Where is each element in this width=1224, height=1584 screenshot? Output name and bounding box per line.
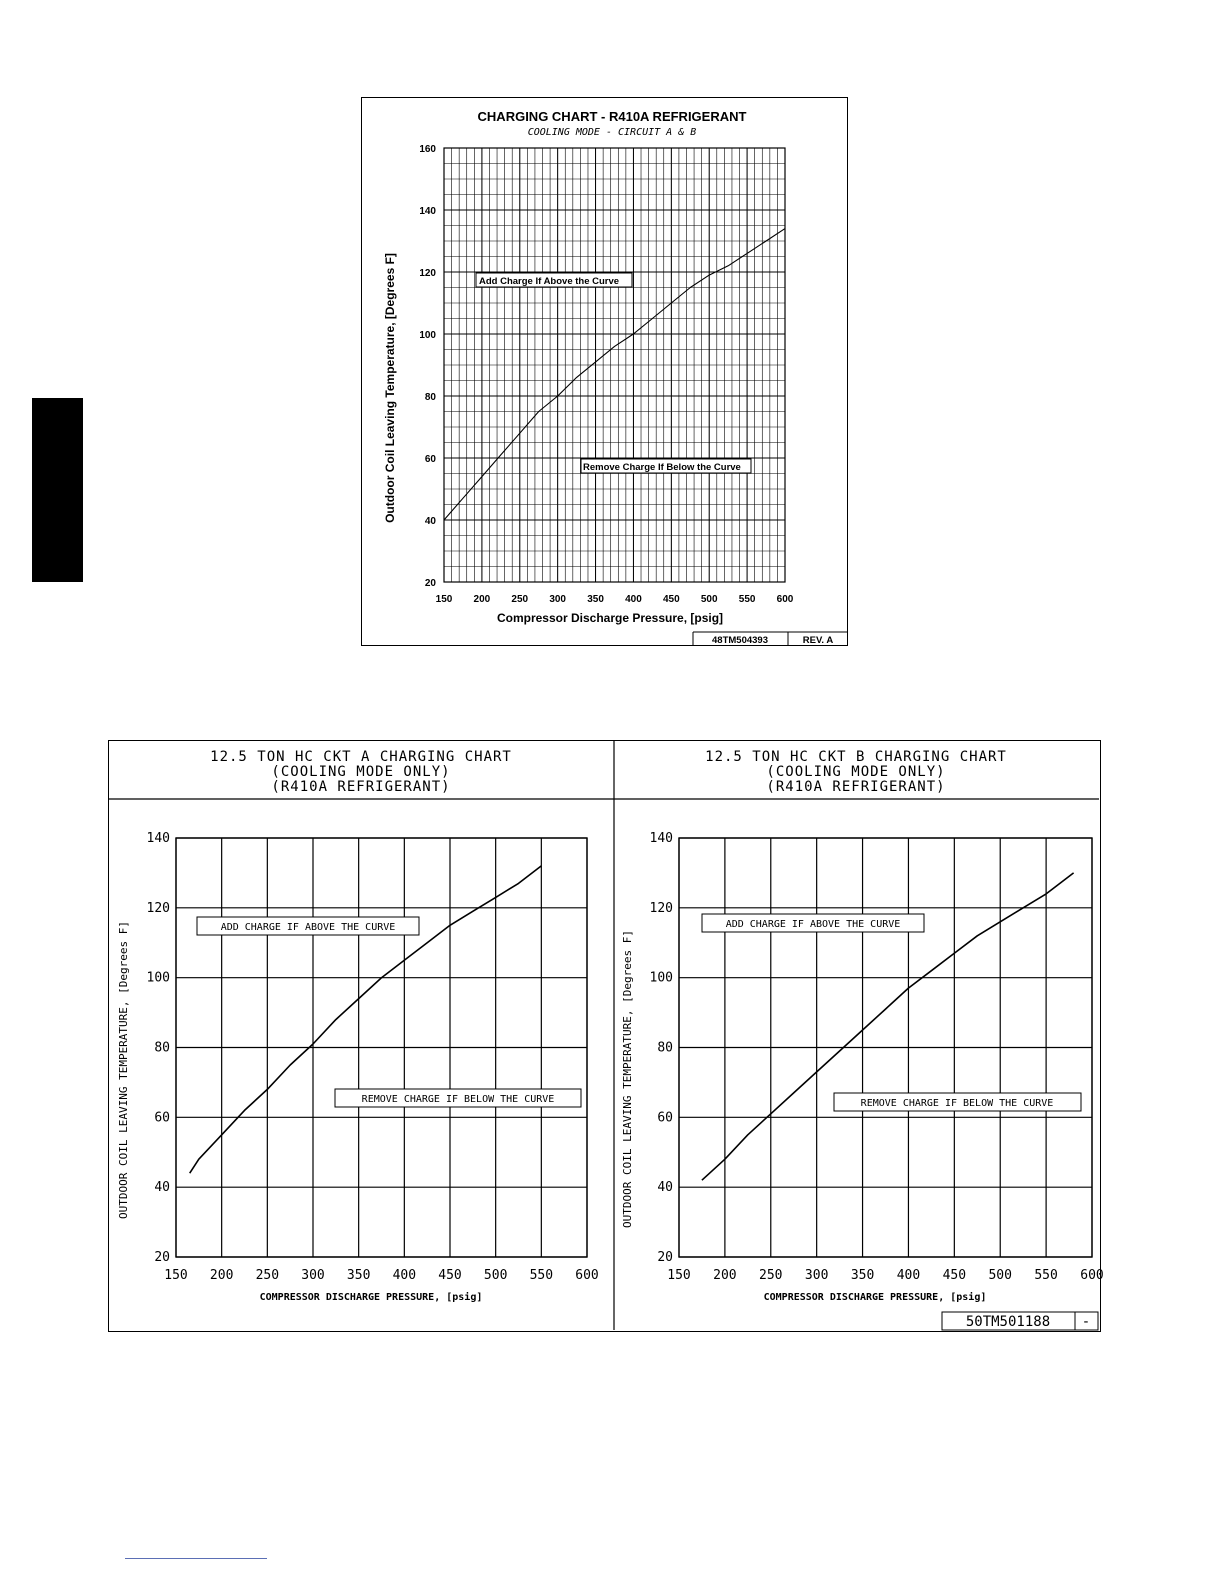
y-tick-label: 120 — [649, 900, 673, 916]
y-tick-label: 160 — [419, 144, 436, 155]
panel-b-y-label: OUTDOOR COIL LEAVING TEMPERATURE, [Degrees F] — [621, 929, 634, 1229]
svg-text:REMOVE CHARGE IF BELOW THE CUR: REMOVE CHARGE IF BELOW THE CURVE — [361, 1094, 555, 1105]
chart-title: CHARGING CHART - R410A REFRIGERANT — [477, 109, 747, 124]
panel-svg — [109, 741, 1104, 1330]
panel-a-subtitle: (COOLING MODE ONLY) — [271, 764, 451, 780]
y-tick-label: 100 — [146, 970, 170, 986]
chart-subtitle: COOLING MODE - CIRCUIT A & B — [527, 127, 697, 138]
x-tick-label: 400 — [392, 1268, 417, 1283]
y-tick-label: 40 — [154, 1180, 170, 1196]
revision: REV. A — [802, 635, 834, 646]
svg-text:ADD CHARGE IF ABOVE THE CURVE: ADD CHARGE IF ABOVE THE CURVE — [725, 919, 901, 930]
panel-b-tick-labels — [650, 831, 1104, 1283]
panel-a-series — [190, 866, 542, 1173]
x-tick-label: 250 — [255, 1268, 280, 1283]
x-tick-label: 500 — [483, 1268, 508, 1283]
x-tick-label: 350 — [850, 1268, 875, 1283]
panel-b-subtitle: (COOLING MODE ONLY) — [766, 764, 946, 780]
chart-tick-labels — [419, 144, 793, 605]
panel-a-y-label: OUTDOOR COIL LEAVING TEMPERATURE, [Degrees F] — [117, 920, 130, 1220]
svg-text:Add Charge If Above the Curve: Add Charge If Above the Curve — [479, 276, 620, 287]
x-tick-label: 500 — [700, 594, 718, 605]
x-tick-label: 550 — [529, 1268, 554, 1283]
panel-b-x-label: COMPRESSOR DISCHARGE PRESSURE, [psig] — [763, 1292, 987, 1303]
x-tick-label: 300 — [804, 1268, 829, 1283]
y-tick-label: 100 — [649, 970, 673, 986]
chart-grid — [444, 148, 785, 582]
y-tick-label: 20 — [657, 1250, 673, 1265]
x-axis-label: Compressor Discharge Pressure, [psig] — [496, 611, 724, 625]
svg-text:REMOVE CHARGE IF BELOW THE CUR: REMOVE CHARGE IF BELOW THE CURVE — [860, 1098, 1054, 1109]
x-tick-label: 550 — [1034, 1268, 1058, 1283]
panel-a-grid — [176, 838, 587, 1257]
x-tick-label: 450 — [438, 1268, 462, 1283]
x-tick-label: 300 — [301, 1268, 325, 1283]
drawing-number: 48TM504393 — [712, 635, 768, 646]
y-tick-label: 60 — [424, 454, 436, 465]
panel-b-annotation-remove — [834, 1093, 1081, 1111]
series-line — [190, 866, 542, 1173]
x-tick-label: 600 — [776, 594, 794, 605]
panel-drawing-number: 50TM501188 — [965, 1314, 1051, 1330]
x-tick-label: 150 — [435, 594, 453, 605]
drawing-number-block — [693, 632, 848, 646]
panel-b-grid — [679, 838, 1092, 1257]
ckt-charging-charts-panel — [108, 740, 1104, 1332]
x-tick-label: 300 — [549, 594, 567, 605]
x-tick-label: 250 — [759, 1268, 783, 1283]
x-tick-label: 150 — [164, 1268, 188, 1283]
x-tick-label: 600 — [1080, 1268, 1104, 1283]
x-tick-label: 500 — [988, 1268, 1012, 1283]
x-tick-label: 450 — [662, 594, 680, 605]
x-tick-label: 350 — [346, 1268, 371, 1283]
panel-b-annotation-add — [702, 914, 924, 932]
y-tick-label: 140 — [649, 831, 673, 846]
panel-a-annotation-add — [197, 917, 419, 935]
x-tick-label: 400 — [625, 594, 642, 605]
panel-revision: - — [1081, 1314, 1091, 1330]
x-tick-label: 600 — [575, 1268, 599, 1283]
y-tick-label: 20 — [154, 1250, 170, 1265]
x-tick-label: 350 — [587, 594, 604, 605]
annotation-add-charge — [476, 273, 632, 287]
x-tick-label: 200 — [473, 594, 491, 605]
y-tick-label: 100 — [419, 330, 436, 341]
panel-b-title: 12.5 TON HC CKT B CHARGING CHART — [705, 749, 1007, 765]
panel-b-refrigerant: (R410A REFRIGERANT) — [766, 779, 946, 795]
charging-chart-r410a — [361, 97, 848, 646]
panel-drawing-block — [942, 1312, 1098, 1330]
y-tick-label: 60 — [154, 1110, 170, 1126]
y-tick-label: 80 — [657, 1040, 673, 1056]
x-tick-label: 200 — [713, 1268, 737, 1283]
x-tick-label: 150 — [667, 1268, 691, 1283]
y-tick-label: 60 — [657, 1110, 673, 1126]
x-tick-label: 400 — [896, 1268, 921, 1283]
x-tick-label: 250 — [511, 594, 529, 605]
footer-rule — [125, 1558, 267, 1559]
y-tick-label: 120 — [419, 268, 436, 279]
y-tick-label: 140 — [419, 206, 436, 217]
panel-a-annotation-remove — [335, 1089, 581, 1107]
svg-text:ADD CHARGE IF ABOVE THE CURVE: ADD CHARGE IF ABOVE THE CURVE — [220, 922, 396, 933]
y-tick-label: 40 — [424, 516, 436, 527]
side-section-tab — [32, 398, 83, 582]
x-tick-label: 200 — [209, 1268, 234, 1283]
annotation-remove-charge — [581, 459, 751, 473]
x-tick-label: 450 — [942, 1268, 967, 1283]
chart-0-svg — [362, 98, 849, 647]
y-tick-label: 20 — [424, 578, 436, 589]
y-tick-label: 80 — [154, 1040, 170, 1056]
panel-a-tick-labels — [147, 831, 599, 1283]
y-tick-label: 120 — [146, 900, 170, 916]
panel-a-title: 12.5 TON HC CKT A CHARGING CHART — [210, 749, 512, 765]
y-axis-label: Outdoor Coil Leaving Temperature, [Degrees F] — [383, 253, 397, 523]
panel-a-x-label: COMPRESSOR DISCHARGE PRESSURE, [psig] — [259, 1292, 483, 1303]
x-tick-label: 550 — [738, 594, 756, 605]
y-tick-label: 80 — [424, 392, 436, 403]
y-tick-label: 40 — [657, 1180, 673, 1196]
panel-a-refrigerant: (R410A REFRIGERANT) — [271, 779, 451, 795]
svg-text:Remove Charge If Below the Cur: Remove Charge If Below the Curve — [583, 462, 741, 473]
y-tick-label: 140 — [146, 831, 170, 846]
